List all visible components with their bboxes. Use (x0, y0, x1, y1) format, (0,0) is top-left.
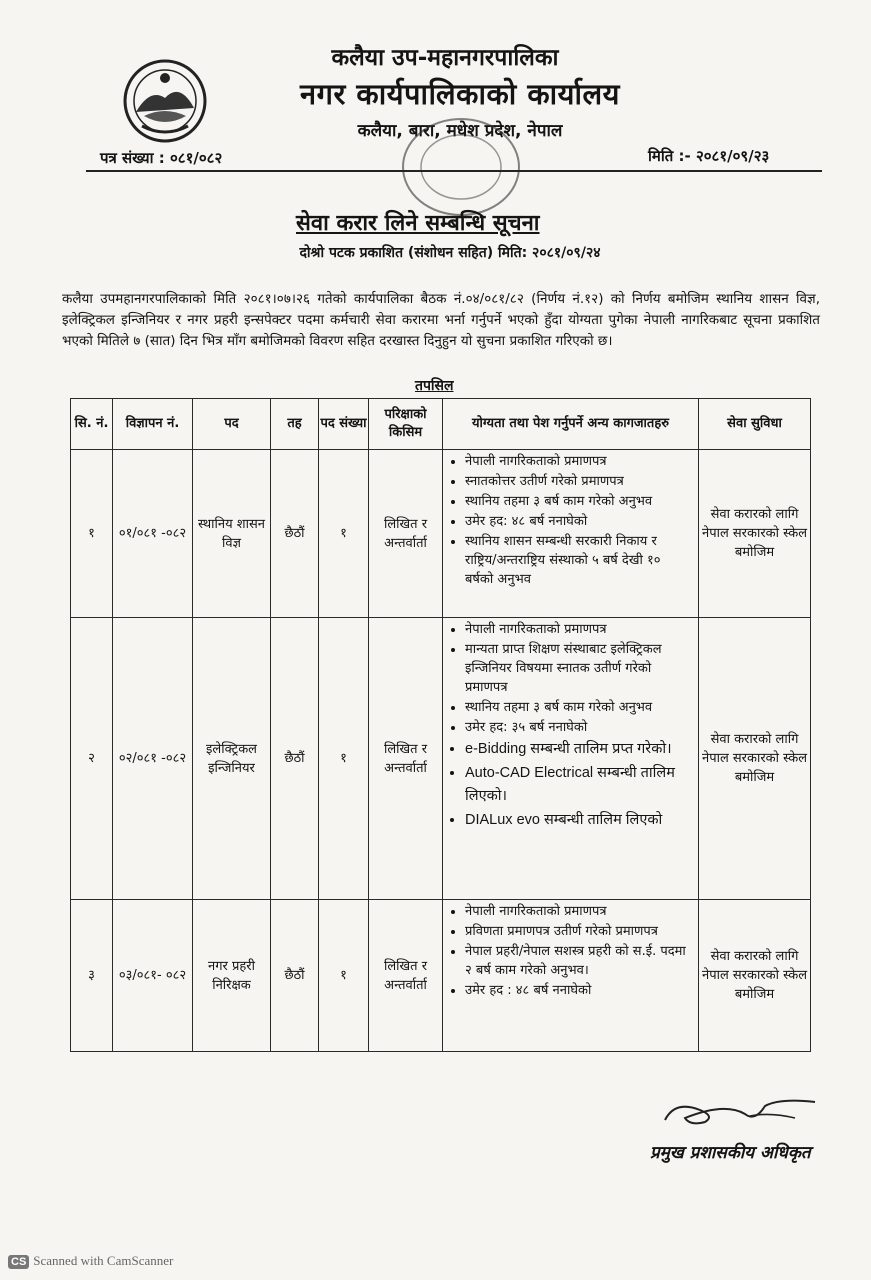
cell-post: स्थानिय शासन विज्ञ (193, 450, 271, 618)
cell-qualifications (443, 618, 699, 900)
header-facility: सेवा सुविधा (699, 399, 811, 450)
cell-level: छैठौं (271, 618, 319, 900)
list-item: • DIALux evo सम्बन्धी तालिम लिएको (465, 809, 692, 832)
header-sn: सि. नं. (71, 399, 113, 450)
scanner-watermark (8, 1253, 173, 1269)
cell-ad-no: ०३/०८१- ०८२ (113, 900, 193, 1052)
cell-facility: सेवा करारको लागि नेपाल सरकारको स्केल बमोजिम (699, 618, 811, 900)
list-item: • उमेर हद: ४८ बर्ष ननाघेको (465, 512, 692, 531)
cell-facility: सेवा करारको लागि नेपाल सरकारको स्केल बमोजिम (699, 900, 811, 1052)
cell-facility: सेवा करारको लागि नेपाल सरकारको स्केल बमोजिम (699, 450, 811, 618)
header-post: पद (193, 399, 271, 450)
list-item: • स्नातकोत्तर उतीर्ण गरेको प्रमाणपत्र (465, 472, 692, 491)
cell-post: नगर प्रहरी निरिक्षक (193, 900, 271, 1052)
cell-qualifications (443, 900, 699, 1052)
table-row (71, 450, 811, 618)
list-item: • नेपाल प्रहरी/नेपाल सशस्त्र प्रहरी को स.ई. पदमा २ बर्ष काम गरेको अनुभव। (465, 942, 692, 980)
cell-count: १ (319, 618, 369, 900)
list-item: • मान्यता प्राप्त शिक्षण संस्थाबाट इलेक्ट्रिकल इन्जिनियर विषयमा स्नातक उतीर्ण गरेको प्रमाणपत्र (465, 640, 692, 697)
list-item: • नेपाली नागरिकताको प्रमाणपत्र (465, 902, 692, 921)
notice-title: सेवा करार लिने सम्बन्धि सूचना (296, 211, 540, 236)
header-qualification: योग्यता तथा पेश गर्नुपर्ने अन्य कागजातहरु (443, 399, 699, 450)
qualification-list (447, 620, 692, 832)
cell-post: इलेक्ट्रिकल इन्जिनियर (193, 618, 271, 900)
cell-sn: २ (71, 618, 113, 900)
list-item: • e-Bidding सम्बन्धी तालिम प्रप्त गरेको। (465, 738, 692, 761)
cell-level: छैठौं (271, 450, 319, 618)
cell-ad-no: ०१/०८१ -०८२ (113, 450, 193, 618)
header-level: तह (271, 399, 319, 450)
scanner-watermark-text: Scanned with CamScanner (33, 1253, 174, 1268)
notice-body: कलैया उपमहानगरपालिकाको मिति २०८१।०७।२६ गतेको कार्यपालिका बैठक नं.०४/०८१/८२ (निर्णय नं.१२) को निर्णय बमोजिम स्थानिय शासन विज्ञ, इलेक्ट्रिकल इन्जिनियर र नगर प्रहरी इन्सपेक्टर पदमा कर्मचारी सेवा करारमा भर्ना गर्नुपर्ने भएको हुँदा योग्यता पुगेका नेपाली नागरिकबाट सूचना प्रकाशित भएको मितिले ७ (सात) दिन भित्र माँग बमोजिमको विवरण सहित दरखास्त दिनुहुन यो सुचना प्रकाशित गरिएको छ। (62, 291, 820, 349)
cell-count: १ (319, 450, 369, 618)
list-item: • उमेर हद: ३५ बर्ष ननाघेको (465, 718, 692, 737)
list-item: • स्थानिय शासन सम्बन्धी सरकारी निकाय र राष्ट्रिय/अन्तराष्ट्रिय संस्थाको ५ बर्ष देखी १० बर्षको अनुभव (465, 532, 692, 589)
header-divider (86, 170, 822, 172)
cell-exam: लिखित र अन्तर्वार्ता (369, 900, 443, 1052)
notice-subtitle: दोश्रो पटक प्रकाशित (संशोधन सहित) मिति: २०८१/०९/२४ (299, 245, 601, 261)
cell-sn: १ (71, 450, 113, 618)
qualification-list (447, 902, 692, 1000)
cell-ad-no: ०२/०८१ -०८२ (113, 618, 193, 900)
cell-sn: ३ (71, 900, 113, 1052)
signature-icon (655, 1092, 825, 1132)
cell-exam: लिखित र अन्तर्वार्ता (369, 450, 443, 618)
list-item: • स्थानिय तहमा ३ बर्ष काम गरेको अनुभव (465, 492, 692, 511)
qualification-list (447, 452, 692, 589)
header-ad-no: विज्ञापन नं. (113, 399, 193, 450)
list-item: • स्थानिय तहमा ३ बर्ष काम गरेको अनुभव (465, 698, 692, 717)
header-exam: परिक्षाको किसिम (369, 399, 443, 450)
letter-reference-number: पत्र संख्या : ०८१/०८२ (100, 149, 223, 167)
municipality-name: कलैया उप-महानगरपालिका (331, 45, 559, 71)
list-item: • नेपाली नागरिकताको प्रमाणपत्र (465, 620, 692, 639)
list-item: • प्रविणता प्रमाणपत्र उतीर्ण गरेको प्रमाणपत्र (465, 922, 692, 941)
schedule-label: तपसिल (415, 378, 454, 394)
office-stamp-icon (396, 112, 526, 222)
list-item: • Auto-CAD Electrical सम्बन्धी तालिम लिएको। (465, 762, 692, 808)
table-header-row (71, 399, 811, 450)
cell-count: १ (319, 900, 369, 1052)
office-address: कलैया, बारा, मधेश प्रदेश, नेपाल (357, 121, 563, 141)
vacancy-table (70, 398, 811, 1052)
cell-level: छैठौं (271, 900, 319, 1052)
signatory-designation: प्रमुख प्रशासकीय अधिकृत (650, 1143, 811, 1163)
office-name: नगर कार्यपालिकाको कार्यालय (300, 77, 620, 111)
header-count: पद संख्या (319, 399, 369, 450)
list-item: • उमेर हद : ४८ बर्ष ननाघेको (465, 981, 692, 1000)
letter-date: मिति :- २०८१/०९/२३ (648, 147, 770, 165)
camscanner-logo-icon: CS (8, 1255, 29, 1269)
municipality-emblem-icon (122, 58, 208, 144)
table-row (71, 618, 811, 900)
cell-qualifications (443, 450, 699, 618)
list-item: • नेपाली नागरिकताको प्रमाणपत्र (465, 452, 692, 471)
cell-exam: लिखित र अन्तर्वार्ता (369, 618, 443, 900)
table-row (71, 900, 811, 1052)
